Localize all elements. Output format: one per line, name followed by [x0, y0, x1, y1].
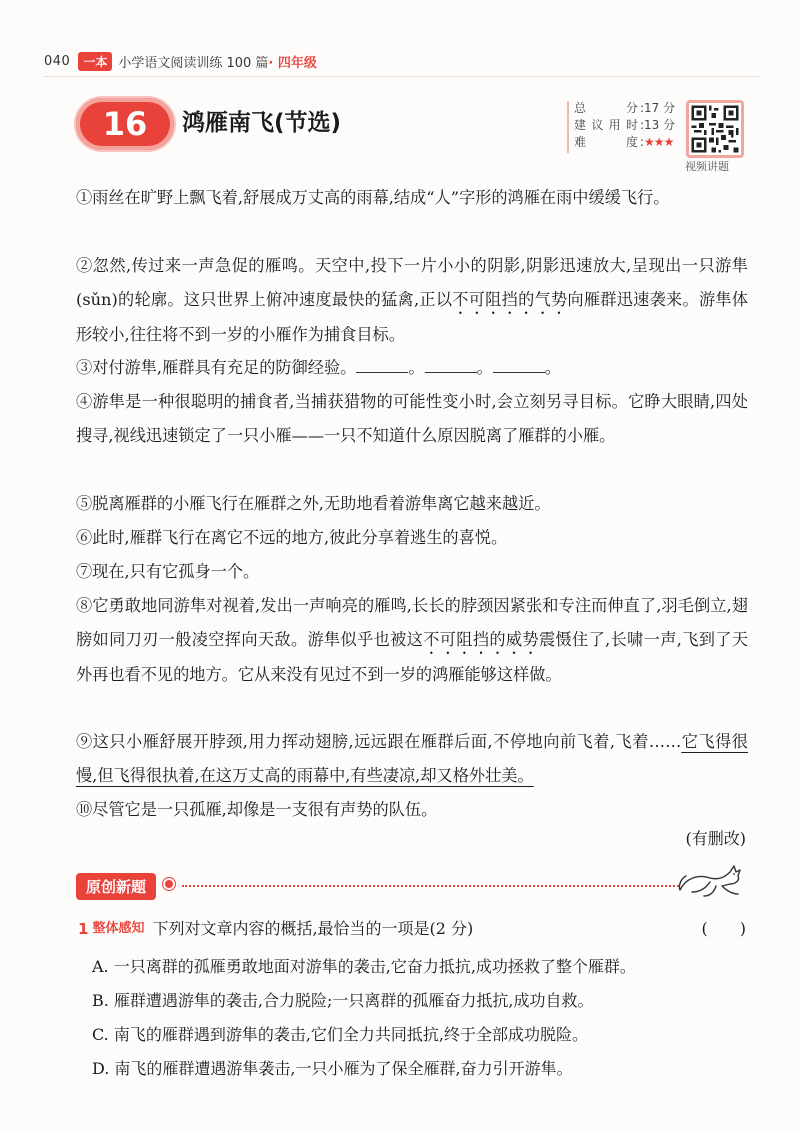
qr-caption: 视频讲题	[685, 160, 729, 173]
answer-paren[interactable]: ( )	[701, 919, 746, 938]
question-number: 1	[78, 920, 89, 938]
time-value: :13 分	[640, 118, 676, 132]
paragraph-3: ③对付游隼,雁群具有充足的防御经验。 。 。 。	[76, 358, 561, 377]
question-1	[78, 915, 750, 943]
option-d[interactable]: D. 南飞的雁群遭遇游隼袭击,一只小雁为了保全雁群,奋力引开游隼。	[92, 1059, 573, 1078]
source-note: (有删改)	[685, 829, 746, 848]
difficulty-label: 难 度	[574, 135, 638, 149]
section-divider	[182, 885, 682, 887]
answer-blank-2[interactable]	[425, 358, 477, 373]
header-divider	[44, 76, 760, 77]
section-dot	[165, 880, 173, 888]
option-c[interactable]: C. 南飞的雁群遇到游隼的袭击,它们全力共同抵抗,终于全部成功脱险。	[92, 1025, 589, 1044]
underlined-sentence: 它飞得很慢,但飞得很执着,在这万丈高的雨幕中,有些凄凉,却又格外壮美。	[76, 732, 748, 785]
time-label: 建议用时	[574, 118, 638, 132]
option-b[interactable]: B. 雁群遭遇游隼的袭击,合力脱险;一只离群的孤雁奋力抵抗,成功自救。	[92, 991, 594, 1010]
score-value: :17 分	[640, 101, 676, 115]
info-divider	[567, 101, 569, 153]
qr-code-icon[interactable]	[686, 100, 744, 158]
answer-blank-3[interactable]	[493, 358, 545, 373]
paragraph-10: ⑩尽管它是一只孤雁,却像是一支很有声势的队伍。	[76, 800, 438, 819]
paragraph-5: ⑤脱离雁群的小雁飞行在雁群之外,无助地看着游隼离它越来越近。	[76, 494, 551, 513]
paragraph-7: ⑦现在,只有它孤身一个。	[76, 562, 260, 581]
score-label: 总 分	[574, 101, 638, 115]
page-header	[44, 48, 317, 74]
running-cat-icon	[676, 860, 746, 904]
lesson-number-badge: 16	[76, 98, 174, 150]
paragraph-2: ②忽然,传过来一声急促的雁鸣。天空中,投下一片小小的阴影,阴影迅速放大,呈现出一只游隼(sǔn)的轮廓。这只世界上俯冲速度最快的猛禽,正以不可阻挡的气势向雁群迅速袭来。游隼体形较小,往往将不到一岁的小雁作为捕食目标。	[76, 256, 749, 344]
grade-label: · 四年级	[268, 55, 317, 71]
book-title: 小学语文阅读训练 100 篇	[118, 55, 269, 71]
lesson-title: 鸿雁南飞(节选)	[182, 110, 342, 136]
option-a[interactable]: A. 一只离群的孤雁勇敢地面对游隼的袭击,它奋力抵抗,成功拯救了整个雁群。	[92, 957, 636, 976]
emphasis-dots-2: 不可阻挡的威势	[423, 630, 539, 649]
page-number: 040	[44, 53, 71, 69]
question-tag: 整体感知	[92, 921, 145, 936]
difficulty-stars: ★★★	[644, 135, 674, 149]
brand-logo: 一本	[78, 52, 112, 71]
paragraph-6: ⑥此时,雁群飞行在离它不远的地方,彼此分享着逃生的喜悦。	[76, 528, 508, 547]
paragraph-8: ⑧它勇敢地同游隼对视着,发出一声响亮的雁鸣,长长的脖颈因紧张和专注而伸直了,羽毛倒立,翅膀如同刀刃一般凌空挥向天敌。游隼似乎也被这不可阻挡的威势震慑住了,长啸一声,飞到了天外再也看不见的地方。它从来没有见过不到一岁的鸿雁能够这样做。	[76, 596, 749, 684]
paragraph-4: ④游隼是一种很聪明的捕食者,当捕获猎物的可能性变小时,会立刻另寻目标。它睁大眼睛,四处搜寻,视线迅速锁定了一只小雁——一只不知道什么原因脱离了雁群的小雁。	[76, 392, 748, 445]
answer-blank-1[interactable]	[356, 358, 408, 373]
paragraph-9: ⑨这只小雁舒展开脖颈,用力挥动翅膀,远远跟在雁群后面,不停地向前飞着,飞着……它飞得很慢,但飞得很执着,在这万丈高的雨幕中,有些凄凉,却又格外壮美。	[76, 732, 748, 785]
question-text: 下列对文章内容的概括,最恰当的一项是(2 分)	[152, 919, 474, 938]
emphasis-dots-1: 不可阻挡的气势	[452, 290, 568, 309]
paragraph-1: ①雨丝在旷野上飘飞着,舒展成万丈高的雨幕,结成“人”字形的鸿雁在雨中缓缓飞行。	[76, 188, 670, 207]
section-label: 原创新题	[76, 873, 156, 900]
lesson-info: 总 分 :17 分 建议用时 :13 分 难 度 : ★★★	[574, 101, 676, 149]
